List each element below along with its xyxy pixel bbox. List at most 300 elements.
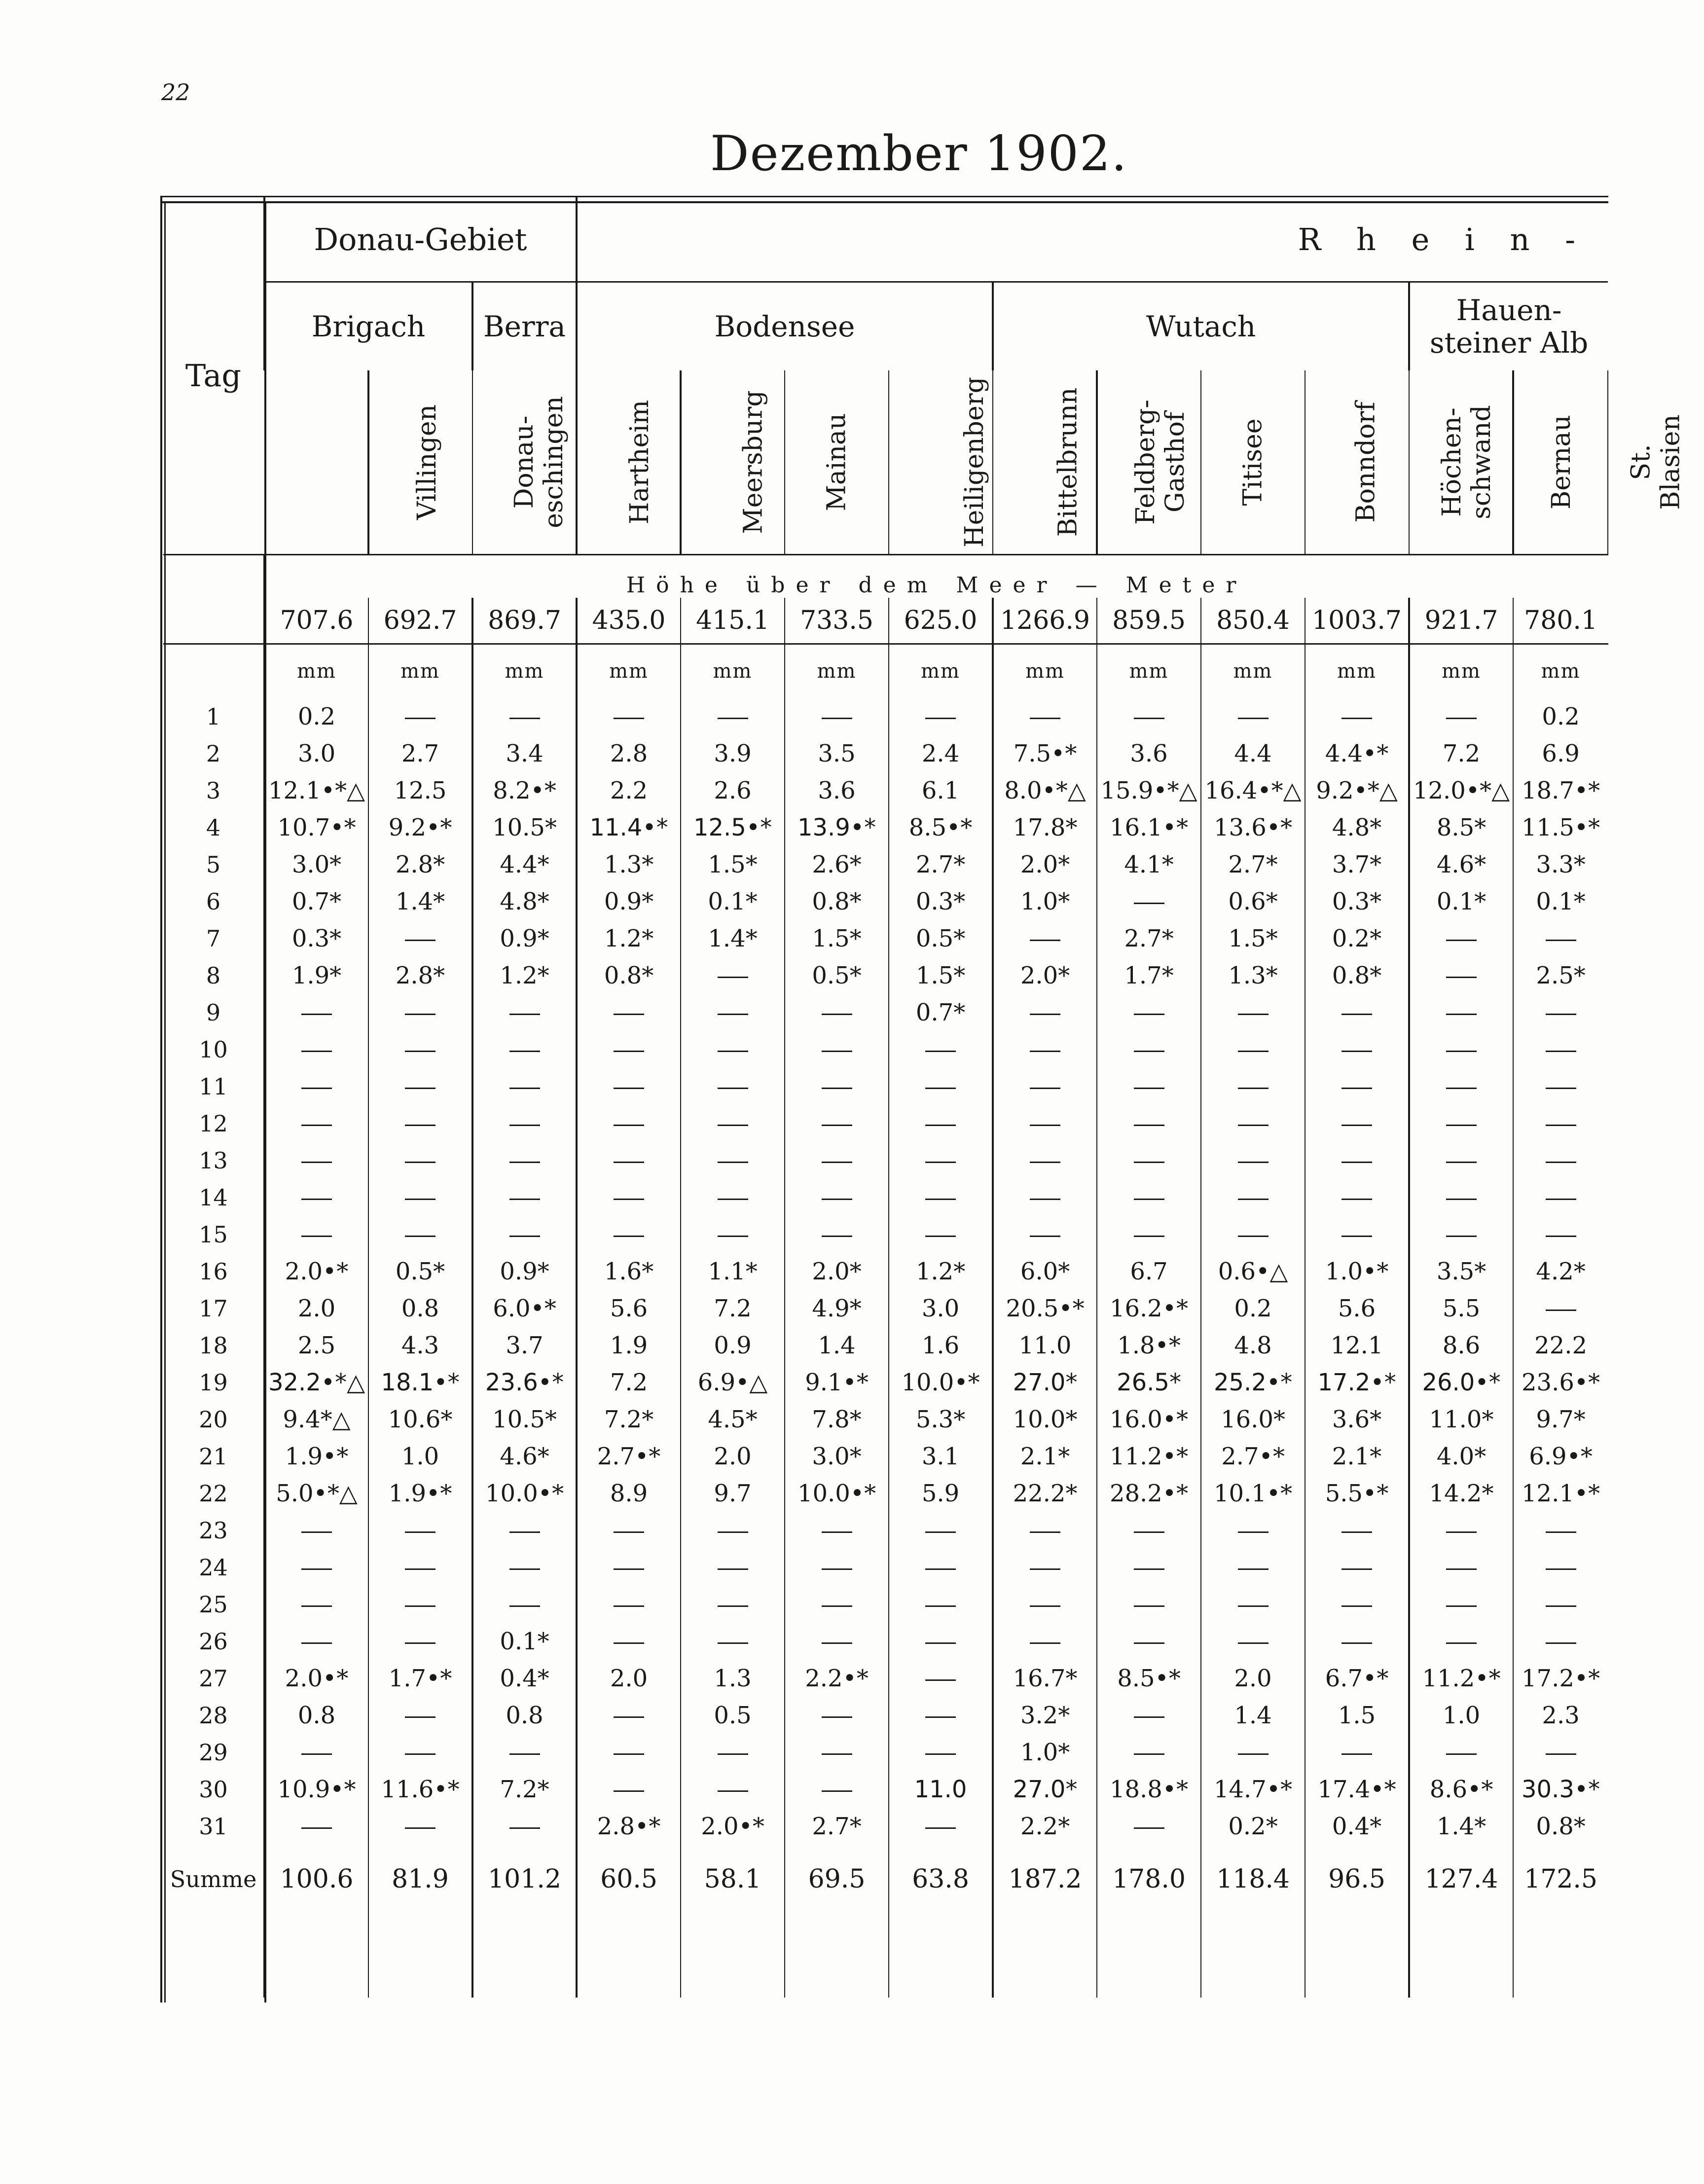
precip-cell: 0.8 [368,1290,472,1327]
precip-cell: 11.5•* [1513,809,1608,846]
dash-mark [925,718,956,719]
precip-cell: 0.8* [1305,957,1409,994]
precip-cell: 10.0•* [472,1475,577,1512]
dash-mark [718,1568,748,1570]
precip-cell [889,1734,993,1771]
group-donau-gebiet: Donau-Gebiet [264,197,577,282]
precip-cell [993,1216,1097,1253]
precip-cell [1409,1142,1513,1179]
day-number: 2 [206,740,221,767]
dash-mark [405,1125,435,1126]
dash-mark [1446,1162,1477,1163]
station-header [472,370,577,555]
precip-cell: 1.2* [472,957,577,994]
dash-mark [1446,1125,1477,1126]
dash-mark [1446,1014,1477,1015]
dash-mark [1341,1125,1372,1126]
precip-cell [785,1586,889,1623]
dash-mark [1134,1088,1164,1089]
precip-cell: 0.8* [785,883,889,920]
precip-cell [889,1179,993,1216]
precip-cell [1409,1105,1513,1142]
dash-mark [1238,1199,1269,1200]
precip-cell [264,1031,368,1068]
precip-cell [264,1734,368,1771]
precip-cell: 1.8•* [1097,1327,1201,1364]
page-number: 22 [161,79,190,106]
precip-cell [1409,1068,1513,1105]
precip-cell: 1.3 [681,1660,785,1697]
precip-cell [889,1549,993,1586]
precip-cell [1305,1031,1409,1068]
dash-mark [614,1642,644,1644]
precip-cell: 8.6 [1409,1327,1513,1364]
precip-cell: 0.7* [889,994,993,1031]
precip-cell [1097,1179,1201,1216]
precip-cell [1513,1105,1608,1142]
precip-cell: 1.3* [1201,957,1305,994]
precip-cell: 3.6 [1097,735,1201,772]
precip-cell [1097,1623,1201,1660]
precip-cell: 3.6 [785,772,889,809]
precip-cell: 11.0 [993,1327,1097,1364]
precip-cell: 4.6* [1409,846,1513,883]
precip-cell [1201,1031,1305,1068]
precip-cell: 3.0 [264,735,368,772]
unit-label: mm [785,644,889,698]
dash-mark [405,1568,435,1570]
frame-top-rule [160,196,1608,197]
precip-cell: 16.7* [993,1660,1097,1697]
station-name: Heiligenberg [959,377,989,547]
precip-cell [889,1808,993,1845]
table-row [163,1771,1608,1808]
dash-mark [1134,1753,1164,1755]
table-row [163,1216,1608,1253]
precip-cell [1409,1031,1513,1068]
station-header [785,370,889,555]
precip-cell [1305,1142,1409,1179]
dash-mark [301,1014,332,1015]
precip-cell [1097,883,1201,920]
precip-cell [577,1105,681,1142]
precip-cell [1305,1549,1409,1586]
precip-cell: 1.1* [681,1253,785,1290]
precip-cell [1409,1734,1513,1771]
precip-cell: 1.4 [785,1327,889,1364]
precip-cell: 2.5* [1513,957,1608,994]
precip-cell [472,994,577,1031]
dash-mark [1238,1125,1269,1126]
table-row [163,1105,1608,1142]
subgroup-wutach: Wutach [993,282,1409,371]
table-row [163,920,1608,957]
dash-mark [614,1531,644,1533]
frame-left-rule [160,197,162,2002]
dash-mark [718,1642,748,1644]
precip-cell [1097,1142,1201,1179]
dash-mark [822,1568,852,1570]
dash-mark [1238,1531,1269,1533]
subgroup-bodensee: Bodensee [577,282,993,371]
table-row [163,1549,1608,1586]
unit-label: mm [368,644,472,698]
day-number: 14 [199,1184,228,1211]
dash-mark [1238,1014,1269,1015]
precip-cell: 2.8 [577,735,681,772]
dash-mark [718,1605,748,1607]
precip-cell [577,1586,681,1623]
precip-cell: 1.5* [681,846,785,883]
precip-cell: 23.6•* [1513,1364,1608,1401]
precip-cell [577,994,681,1031]
dash-mark [509,1531,540,1533]
dash-mark [822,1236,852,1237]
precip-cell [1097,1586,1201,1623]
dash-mark [718,1531,748,1533]
station-header [681,370,785,555]
precip-cell: 11.6•* [368,1771,472,1808]
dash-mark [925,1753,956,1755]
dash-mark [718,1199,748,1200]
precip-cell: 12.1•* [1513,1475,1608,1512]
dash-mark [1546,1014,1576,1015]
dash-mark [1134,1162,1164,1163]
precip-cell [889,698,993,735]
precip-cell: 3.3* [1513,846,1608,883]
dash-mark [718,1753,748,1755]
precip-cell: 10.5* [472,1401,577,1438]
precip-cell: 17.4•* [1305,1771,1409,1808]
day-number: 8 [206,962,221,989]
precip-cell: 12.5•* [681,809,785,846]
precip-cell [785,1216,889,1253]
dash-mark [614,1088,644,1089]
dash-mark [925,1088,956,1089]
precipitation-table [163,197,1686,1998]
table-row [163,1290,1608,1327]
precip-cell [681,1549,785,1586]
precip-cell: 1.0•* [1305,1253,1409,1290]
precip-cell [993,698,1097,735]
dash-mark [1238,1605,1269,1607]
precip-cell [1201,994,1305,1031]
precip-cell: 0.9 [681,1327,785,1364]
precip-cell: 22.2* [993,1475,1097,1512]
table-row [163,1068,1608,1105]
precip-cell: 5.6 [577,1290,681,1327]
dash-mark [509,1605,540,1607]
tag-header: Tag [163,197,264,555]
precip-cell [1409,698,1513,735]
precip-cell [1097,1734,1201,1771]
precip-cell: 2.7•* [577,1438,681,1475]
dash-mark [614,1568,644,1570]
precip-cell: 1.4* [368,883,472,920]
precip-cell: 0.5* [889,920,993,957]
dash-mark [822,1088,852,1089]
station-elevation: 415.1 [681,598,785,644]
precip-cell: 9.4*△ [264,1401,368,1438]
dash-mark [1030,1051,1060,1052]
precip-cell [785,1179,889,1216]
precip-cell: 13.9•* [785,809,889,846]
precip-cell [577,1697,681,1734]
precip-cell [1201,1105,1305,1142]
precip-cell [577,1216,681,1253]
station-header [1097,370,1201,555]
dash-mark [614,1125,644,1126]
precip-cell: 0.2 [1201,1290,1305,1327]
precip-cell [993,1031,1097,1068]
dash-mark [1546,1236,1576,1237]
station-elevation: 625.0 [889,598,993,644]
precip-cell [681,1734,785,1771]
precip-cell: 3.1 [889,1438,993,1475]
dash-mark [1446,1605,1477,1607]
precip-cell: 2.2 [577,772,681,809]
precip-cell [681,957,785,994]
dash-mark [925,1199,956,1200]
precip-cell [1409,920,1513,957]
precip-cell: 0.3* [1305,883,1409,920]
precip-cell [681,1771,785,1808]
precip-cell [681,994,785,1031]
precip-cell: 3.0* [785,1438,889,1475]
unit-label: mm [1201,644,1305,698]
dash-mark [822,1014,852,1015]
precip-cell [577,1068,681,1105]
station-header [368,370,472,555]
precip-cell: 0.8 [472,1697,577,1734]
day-number: 4 [206,814,221,841]
dash-mark [614,1199,644,1200]
precip-cell: 1.9•* [264,1438,368,1475]
day-number: 9 [206,999,221,1026]
precip-cell [1097,1697,1201,1734]
unit-label: mm [264,644,368,698]
precip-cell [1097,994,1201,1031]
dash-mark [509,1014,540,1015]
precip-cell: 14.2* [1409,1475,1513,1512]
page-title: Dezember 1902. [710,126,1128,182]
dash-mark [1341,1199,1372,1200]
dash-mark [1030,718,1060,719]
precip-cell: 11.0* [1409,1401,1513,1438]
precip-cell: 10.0•* [785,1475,889,1512]
dash-mark [1446,1568,1477,1570]
precip-cell: 17.2•* [1513,1660,1608,1697]
precip-cell: 18.8•* [1097,1771,1201,1808]
station-name: Bonndorf [1351,401,1381,523]
precip-cell [1305,994,1409,1031]
precip-cell: 6.1 [889,772,993,809]
dash-mark [509,1125,540,1126]
precip-cell: 4.4 [1201,735,1305,772]
precip-cell [368,1068,472,1105]
precip-cell [993,994,1097,1031]
precip-cell: 3.7* [1305,846,1409,883]
dash-mark [1341,1088,1372,1089]
precip-cell: 8.6•* [1409,1771,1513,1808]
precip-cell: 17.2•* [1305,1364,1409,1401]
precip-cell [368,698,472,735]
dash-mark [405,1753,435,1755]
dash-mark [925,1716,956,1718]
dash-mark [1446,1088,1477,1089]
precip-cell [264,1586,368,1623]
station-elevation: 692.7 [368,598,472,644]
table-row [163,1660,1608,1697]
precip-cell [472,1068,577,1105]
dash-mark [509,1088,540,1089]
dash-mark [614,1753,644,1755]
precip-cell [1201,698,1305,735]
dash-mark [509,1568,540,1570]
table-row [163,1808,1608,1845]
dash-mark [301,1125,332,1126]
precip-cell: 6.7•* [1305,1660,1409,1697]
dash-mark [614,1051,644,1052]
dash-mark [822,1642,852,1644]
day-number: 13 [199,1147,228,1174]
table-row [163,772,1608,809]
precip-cell: 2.0 [264,1290,368,1327]
precip-cell [681,1031,785,1068]
dash-mark [301,1753,332,1755]
precip-cell: 11.0 [889,1771,993,1808]
day-number: 31 [199,1813,228,1840]
dash-mark [1238,1642,1269,1644]
precip-cell [681,1512,785,1549]
station-name: Hartheim [625,400,655,525]
precip-cell [1201,1068,1305,1105]
dash-mark [405,1531,435,1533]
station-name: Feldberg- Gasthof [1130,400,1190,525]
table-row [163,1438,1608,1475]
precip-cell [1409,1586,1513,1623]
dash-mark [405,1051,435,1052]
dash-mark [1546,940,1576,941]
precip-cell [1513,1586,1608,1623]
dash-mark [1030,940,1060,941]
precip-cell [264,1216,368,1253]
precip-cell: 6.9•△ [681,1364,785,1401]
subgroup-brigach: Brigach [264,282,472,371]
dash-mark [405,1827,435,1829]
dash-mark [614,1014,644,1015]
precip-cell: 18.1•* [368,1364,472,1401]
dash-mark [1446,940,1477,941]
precip-cell [1097,1512,1201,1549]
dash-mark [1134,1827,1164,1829]
precip-cell [368,1031,472,1068]
precip-cell: 2.4 [889,735,993,772]
precip-cell: 1.2* [577,920,681,957]
precip-cell [993,920,1097,957]
dash-mark [925,1125,956,1126]
precip-cell [1305,1623,1409,1660]
precip-cell: 2.0•* [681,1808,785,1845]
table-row [163,883,1608,920]
dash-mark [1446,1236,1477,1237]
precip-cell: 1.0 [1409,1697,1513,1734]
precip-cell: 7.2* [577,1401,681,1438]
sum-value: 96.5 [1305,1845,1409,1914]
table-row [163,1475,1608,1512]
precip-cell [264,1105,368,1142]
dash-mark [1134,1051,1164,1052]
precip-cell: 10.5* [472,809,577,846]
day-number: 17 [199,1295,228,1322]
dash-mark [1546,1088,1576,1089]
precip-cell: 1.4* [1409,1808,1513,1845]
precip-cell [681,1105,785,1142]
dash-mark [1446,1199,1477,1200]
precip-cell [472,1549,577,1586]
station-header [889,370,993,555]
precip-cell [577,1549,681,1586]
precip-cell: 4.4•* [1305,735,1409,772]
precip-cell [1513,1142,1608,1179]
station-elevation: 1266.9 [993,598,1097,644]
station-elevation: 859.5 [1097,598,1201,644]
precip-cell: 26.5* [1097,1364,1201,1401]
precip-cell: 0.9* [472,920,577,957]
frame-left-rule-inner [164,202,166,2002]
precip-cell [472,1734,577,1771]
precip-cell: 1.0* [993,1734,1097,1771]
precip-cell [889,1031,993,1068]
dash-mark [1546,1568,1576,1570]
precip-cell [681,1142,785,1179]
precip-cell: 2.7* [1201,846,1305,883]
precip-cell [472,1512,577,1549]
precip-cell [785,1771,889,1808]
precip-cell [1097,1031,1201,1068]
precip-cell: 2.0* [993,957,1097,994]
precip-cell [264,1623,368,1660]
precip-cell [1409,1549,1513,1586]
precip-cell: 7.2 [681,1290,785,1327]
precip-cell: 8.5•* [1097,1660,1201,1697]
precip-cell [368,1549,472,1586]
precip-cell: 4.8* [472,883,577,920]
day-number: 26 [199,1628,228,1655]
station-name: Villingen [412,404,442,520]
hoehe-label: Höhe über dem Meer — Meter [264,555,1608,598]
precip-cell [368,920,472,957]
sum-value: 81.9 [368,1845,472,1914]
precip-cell: 8.5•* [889,809,993,846]
precip-cell: 1.3* [577,846,681,883]
precip-cell [889,1216,993,1253]
precip-cell [368,994,472,1031]
precip-cell [577,1771,681,1808]
dash-mark [614,1605,644,1607]
precip-cell: 0.3* [889,883,993,920]
station-name: Meersburg [738,390,768,534]
station-elevation: 869.7 [472,598,577,644]
unit-label: mm [681,644,785,698]
dash-mark [1341,1236,1372,1237]
precip-cell [1201,1734,1305,1771]
dash-mark [925,1236,956,1237]
precip-cell: 5.5•* [1305,1475,1409,1512]
precip-cell: 9.7* [1513,1401,1608,1438]
precip-cell: 9.1•* [785,1364,889,1401]
precip-cell: 2.6* [785,846,889,883]
